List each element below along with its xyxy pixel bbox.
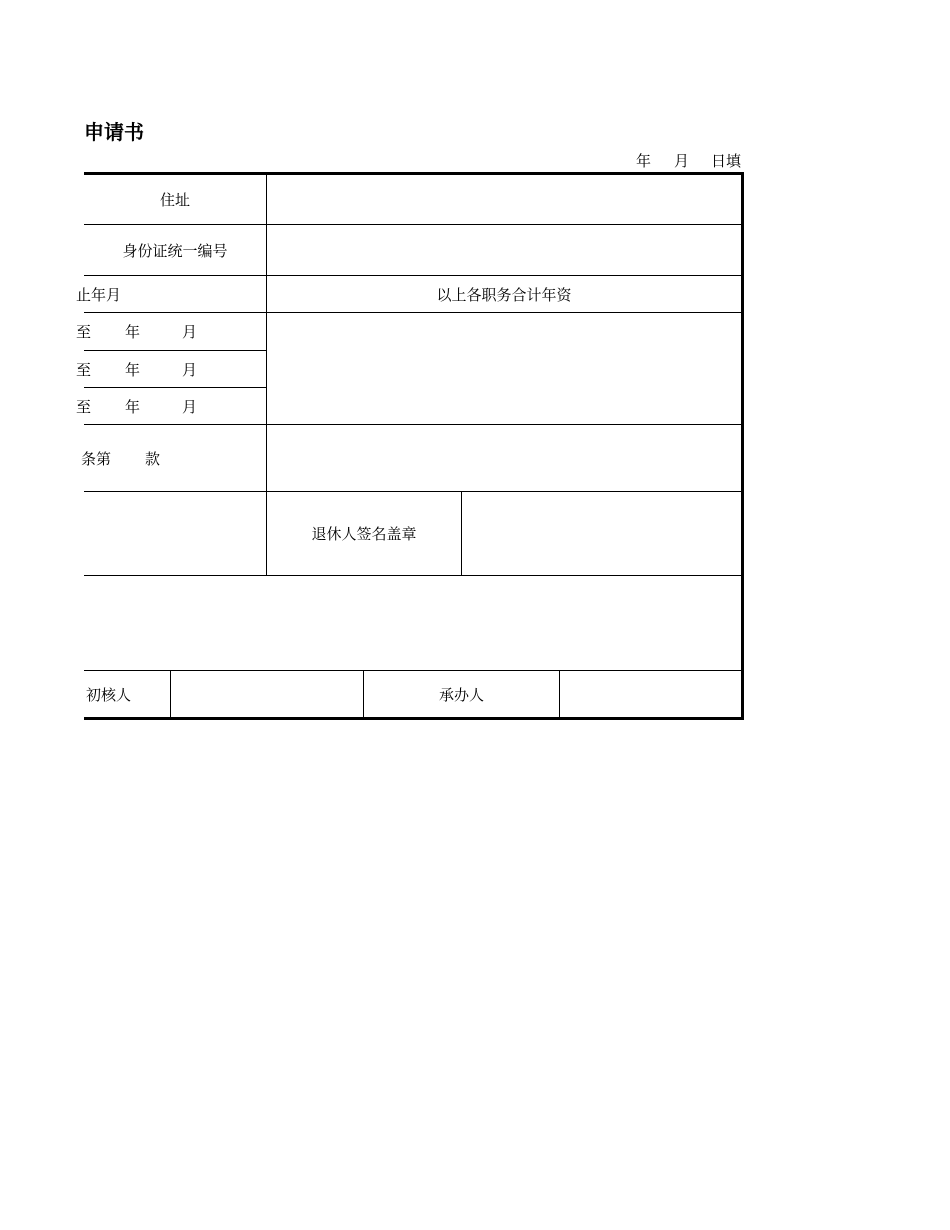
signature-left-field[interactable] [84,492,266,575]
initial-reviewer-label-cell [84,671,170,717]
period-month-label: 月 [182,323,198,341]
period-to-label: 至 [76,323,92,341]
period-month-label: 月 [182,360,198,379]
handler-label: 承办人 [438,685,484,704]
form-title: 申请书 [84,120,144,144]
address-field[interactable] [267,175,741,224]
clause-item-label: 款 [145,449,161,468]
date-month-label: 月 [673,152,689,170]
date-day-fill-label: 日填 [710,152,741,170]
address-label: 住址 [159,191,190,209]
period-month-label: 月 [182,397,198,416]
period-year-label: 年 [125,360,141,379]
table-right-border [741,172,744,720]
period-year-label: 年 [125,323,141,341]
period-to-label: 至 [76,397,92,416]
period-to-label: 至 [76,360,92,379]
id-number-field[interactable] [267,225,741,275]
period-header-text: 止年月 [76,285,122,304]
period-row-1[interactable] [76,313,266,350]
notes-field[interactable] [84,576,741,670]
date-year-label: 年 [635,152,651,170]
clause-article-label: 条第 [81,449,112,468]
period-header-label [76,276,266,312]
retiree-signature-label: 退休人签名盖章 [311,525,417,543]
period-row-2[interactable] [76,351,266,387]
clause-cell[interactable] [81,425,266,491]
clause-field[interactable] [267,425,741,491]
period-year-label: 年 [125,397,141,416]
initial-reviewer-field[interactable] [171,671,363,717]
retiree-signature-field[interactable] [462,492,741,575]
handler-field[interactable] [560,671,741,717]
period-row-3[interactable] [76,388,266,424]
initial-reviewer-label: 初核人 [86,685,132,704]
total-years-field[interactable] [267,313,741,424]
total-years-label: 以上各职务合计年资 [436,285,572,304]
fill-date-line [636,150,741,171]
table-bottom-border [84,717,744,720]
id-number-label: 身份证统一编号 [122,241,228,260]
